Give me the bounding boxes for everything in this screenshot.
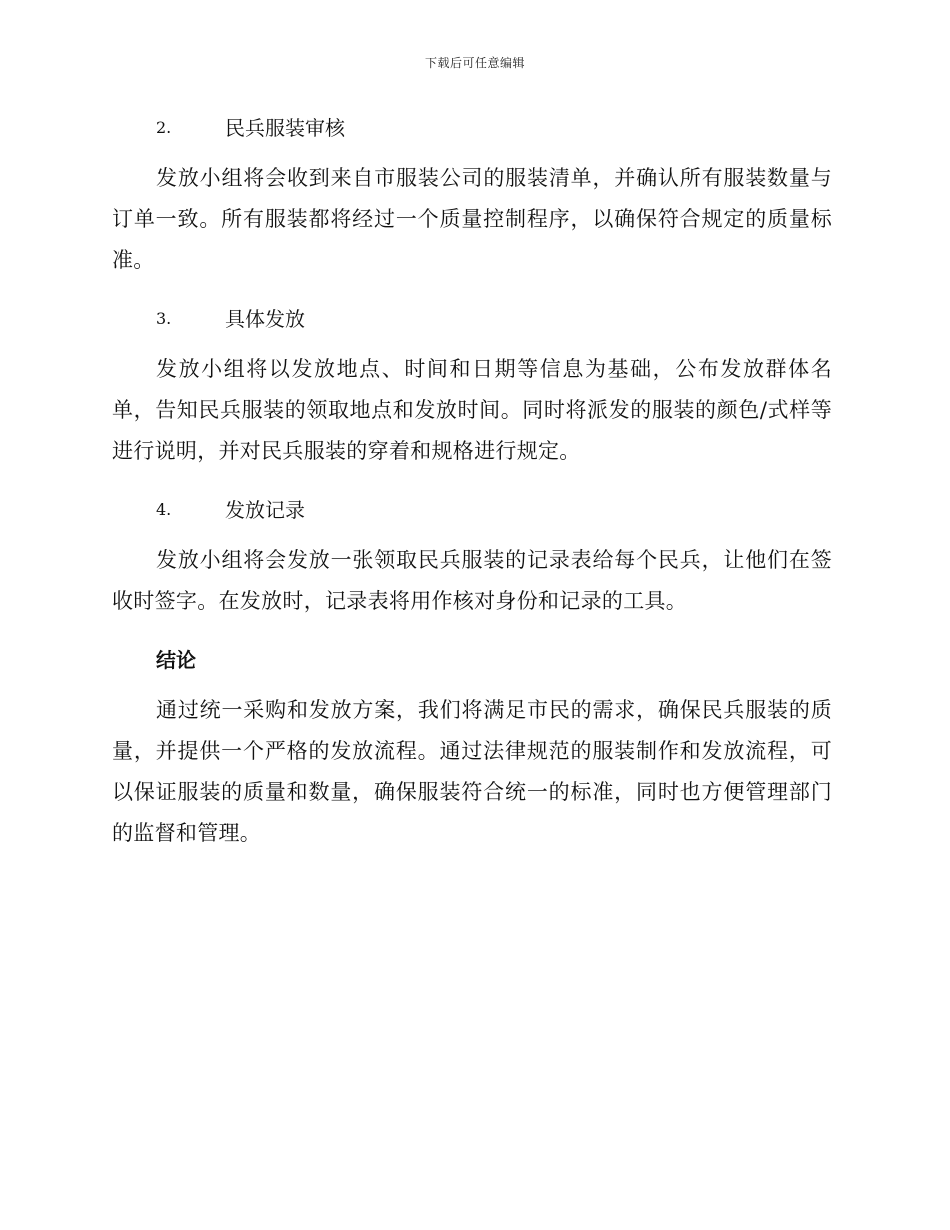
section-title: 具体发放 [225,307,305,331]
page-header: 下载后可任意编辑 [424,56,525,70]
section-paragraph-3: 发放小组将以发放地点、时间和日期等信息为基础，公布发放群体名单，告知民兵服装的领取地点和发放时间。同时将派发的服装的颜色/式样等进行说明，并对民兵服装的穿着和规格进行规定。 [112,357,832,463]
section-heading-4 [112,490,832,530]
section-number: 4. [156,500,172,519]
section-paragraph-4: 发放小组将会发放一张领取民兵服装的记录表给每个民兵，让他们在签收时签字。在发放时，记录表将用作核对身份和记录的工具。 [112,548,832,613]
section-number: 3. [156,309,172,328]
section-title: 民兵服装审核 [225,116,345,140]
section-title: 发放记录 [225,498,305,522]
conclusion-heading: 结论 [156,648,196,672]
conclusion-paragraph: 通过统一采购和发放方案，我们将满足市民的需求，确保民兵服装的质量，并提供一个严格的发放流程。通过法律规范的服装制作和发放流程，可以保证服装的质量和数量，确保服装符合统一的标准，同时也方便管理部门的监督和管理。 [112,698,832,845]
document-body [112,108,832,872]
section-heading-2 [112,108,832,148]
section-number: 2. [156,118,172,137]
section-paragraph-2: 发放小组将会收到来自市服装公司的服装清单，并确认所有服装数量与订单一致。所有服装都将经过一个质量控制程序，以确保符合规定的质量标准。 [112,166,832,272]
section-heading-3 [112,299,832,339]
